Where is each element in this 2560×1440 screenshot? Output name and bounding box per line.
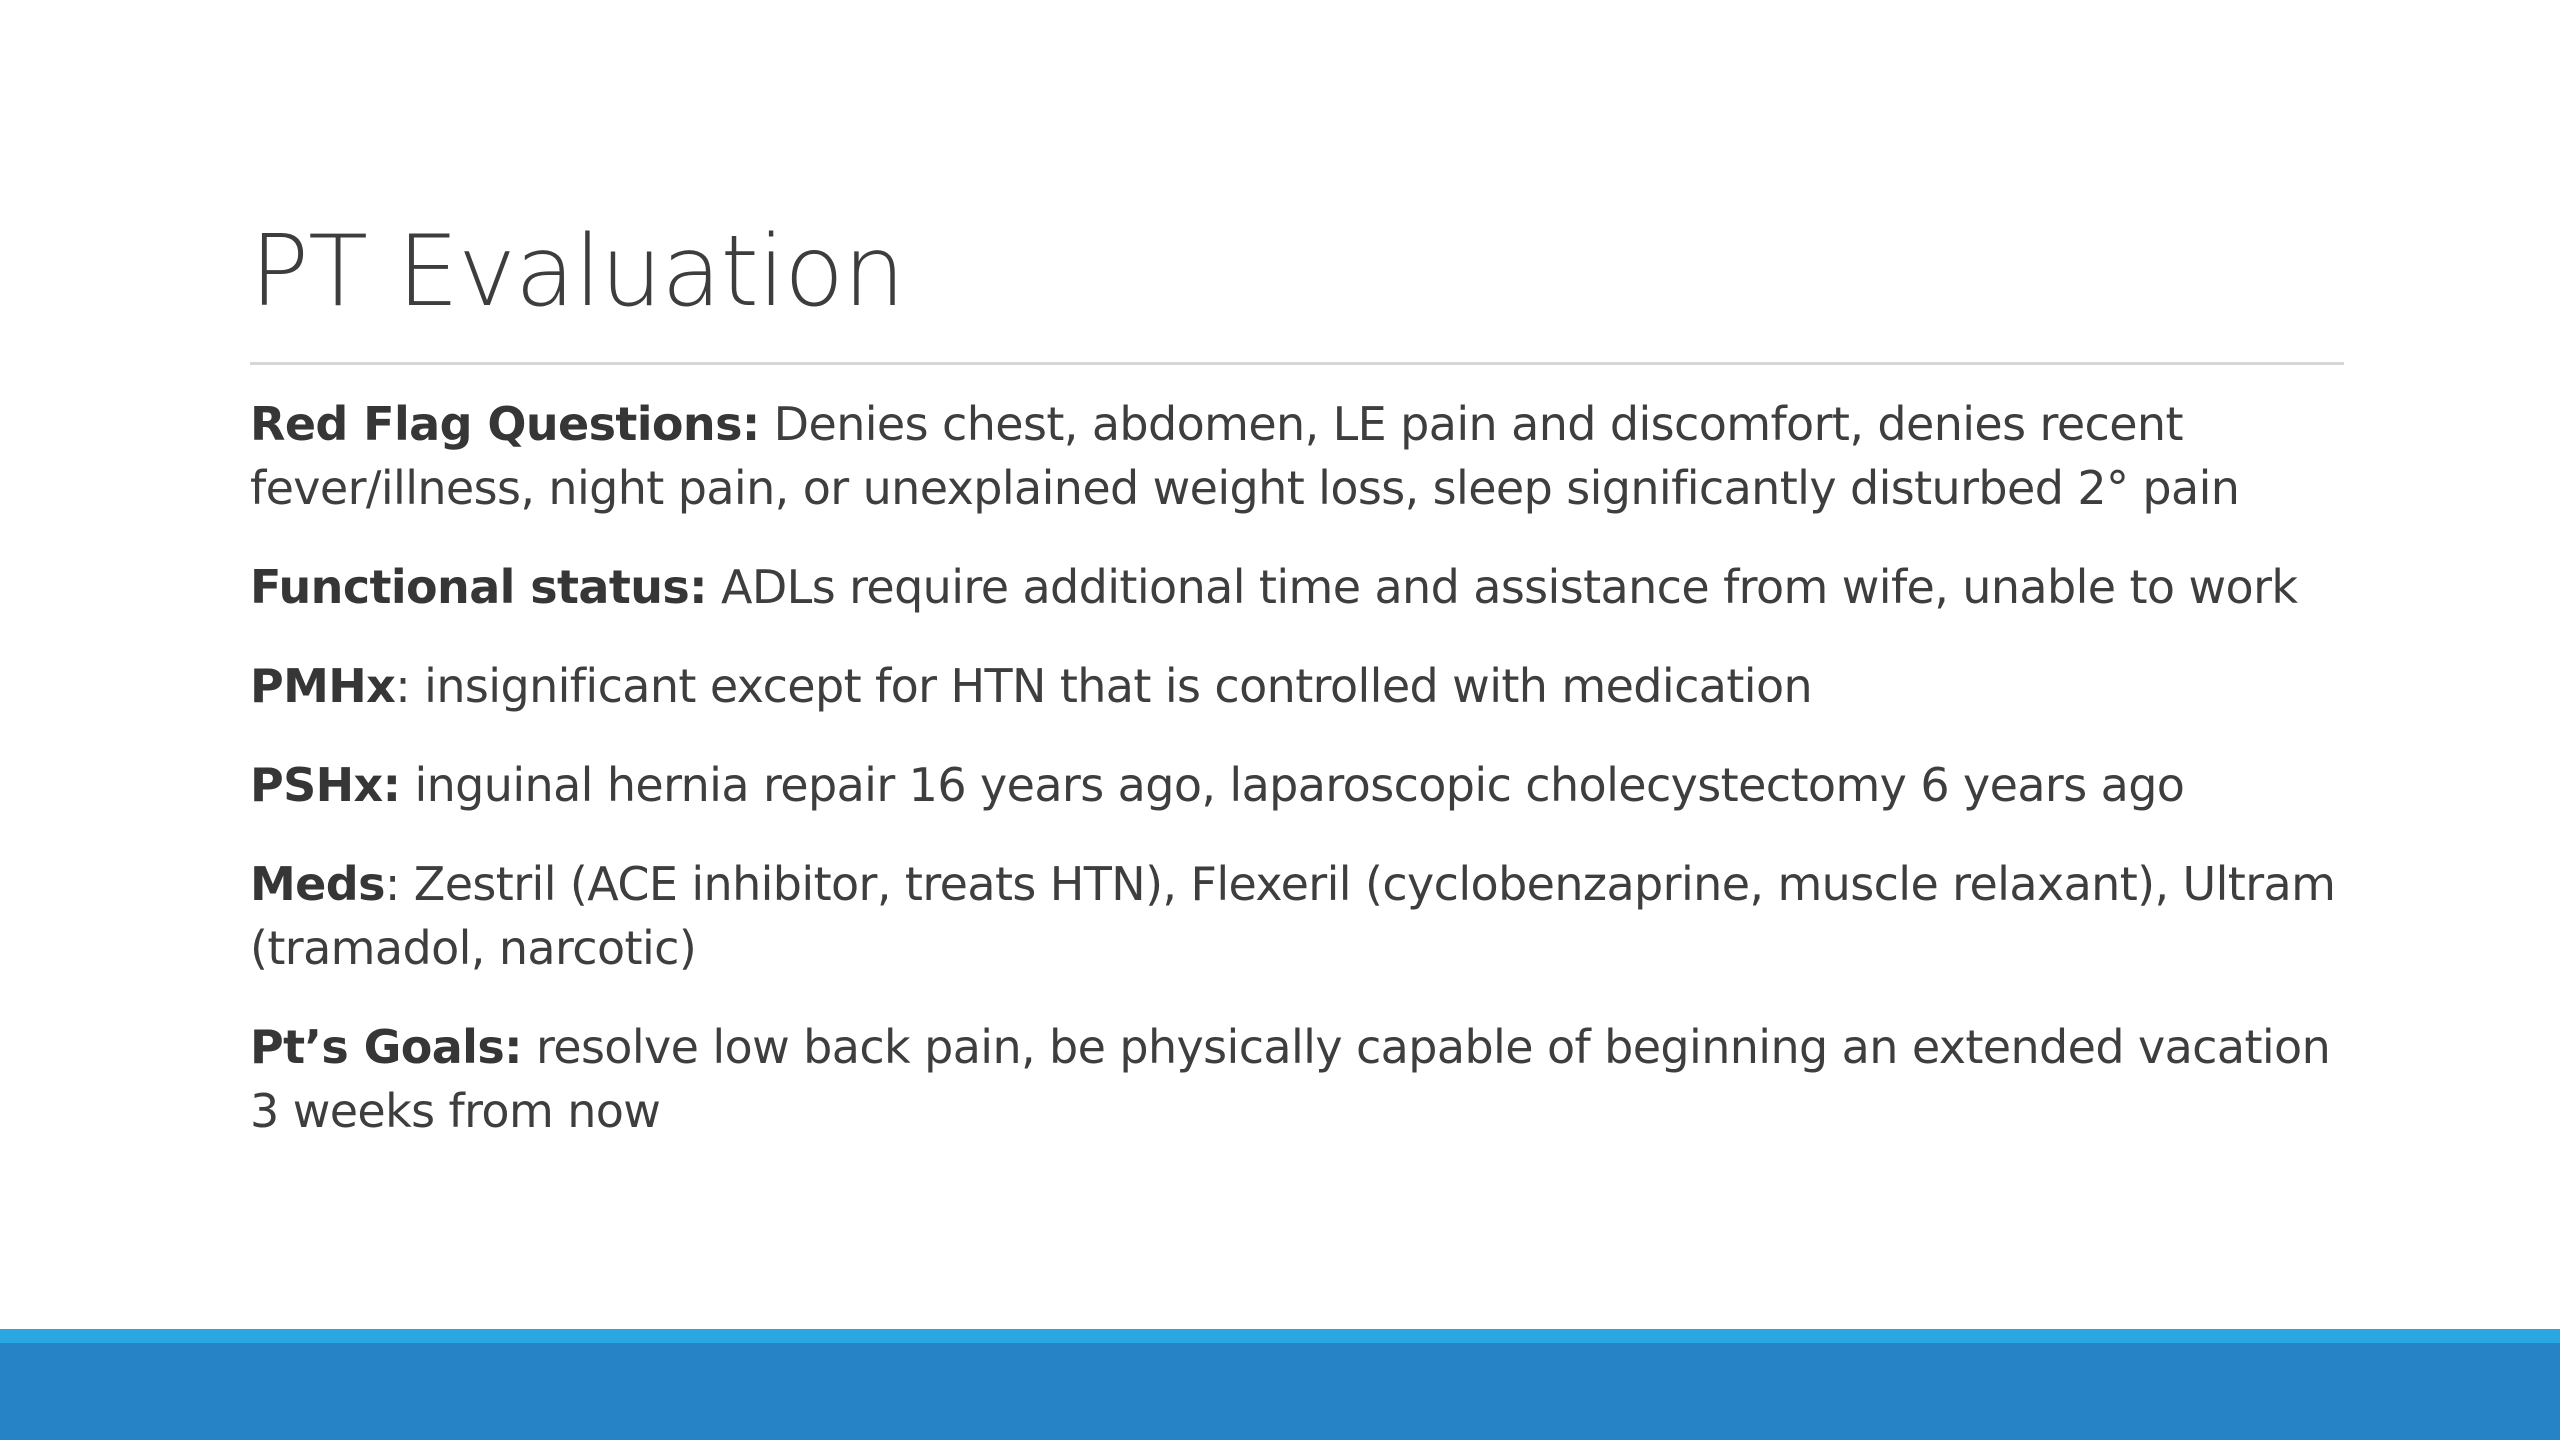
title-divider xyxy=(250,362,2344,365)
item-label: PMHx xyxy=(250,659,396,713)
item-text: resolve low back pain, be physically capable of beginning an extended vacation 3 weeks from now xyxy=(250,1020,2331,1138)
item-text: Denies chest, abdomen, LE pain and discomfort, denies recent fever/illness, night pain, or unexplained weight loss, sleep significantly disturbed 2° pain xyxy=(250,397,2240,515)
item-label: Red Flag Questions: xyxy=(250,397,760,451)
item-text: inguinal hernia repair 16 years ago, laparoscopic cholecystectomy 6 years ago xyxy=(400,758,2185,812)
item-label: Pt’s Goals: xyxy=(250,1020,522,1074)
red-flag-questions-item xyxy=(250,392,2350,520)
slide-title: PT Evaluation xyxy=(250,215,905,329)
item-text: : insignificant except for HTN that is controlled with medication xyxy=(395,659,1813,713)
item-text: ADLs require additional time and assistance from wife, unable to work xyxy=(706,560,2298,614)
footer-band xyxy=(0,1343,2560,1440)
meds-item xyxy=(250,852,2350,980)
pmhx-item xyxy=(250,654,2350,718)
item-label: Functional status: xyxy=(250,560,707,614)
item-label: PSHx: xyxy=(250,758,401,812)
pt-goals-item xyxy=(250,1015,2350,1143)
footer-band-accent xyxy=(0,1329,2560,1343)
slide-body xyxy=(250,392,2350,1178)
item-text: : Zestril (ACE inhibitor, treats HTN), Flexeril (cyclobenzaprine, muscle relaxant), Ultram (tramadol, narcotic) xyxy=(250,857,2336,975)
functional-status-item xyxy=(250,555,2350,619)
item-label: Meds xyxy=(250,857,385,911)
pshx-item xyxy=(250,753,2350,817)
